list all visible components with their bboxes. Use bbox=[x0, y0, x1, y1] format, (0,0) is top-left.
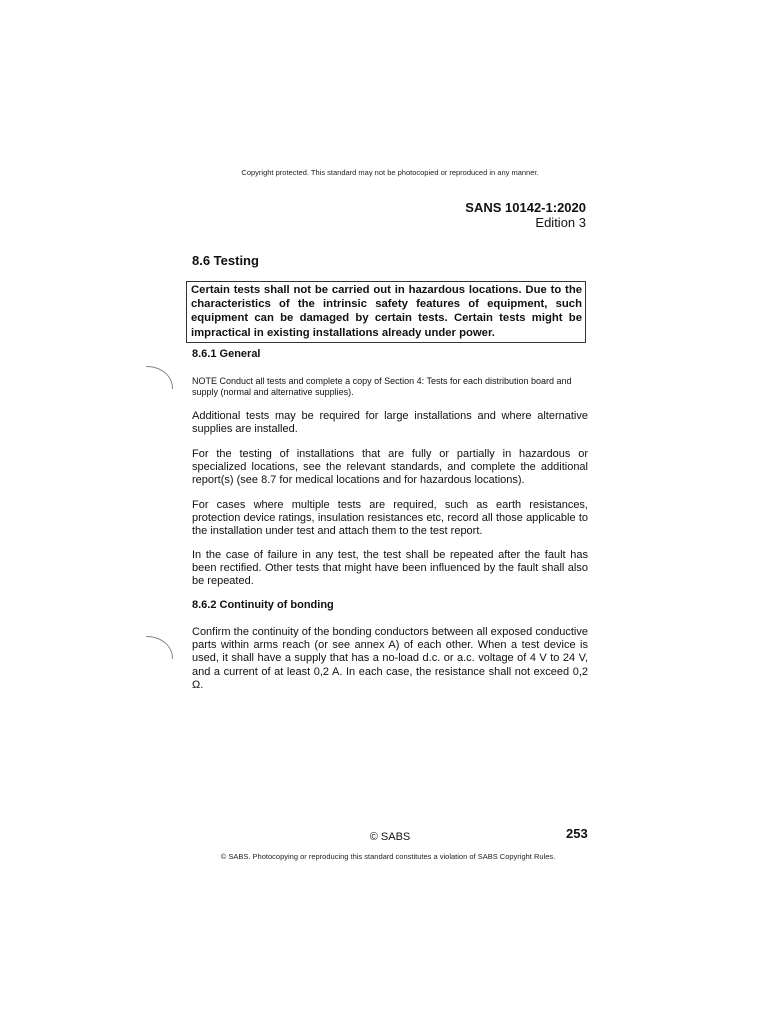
paragraph-hazardous-locations: For the testing of installations that are fully or partially in hazardous or specialized locations, see the relevant standards, and complete the additional report(s) (see 8.7 for medical locations and for hazardous locations). bbox=[192, 448, 588, 487]
paragraph-failure: In the case of failure in any test, the test shall be repeated after the fault has been rectified. Other tests that might have been influenced by the fault shall also be repeated. bbox=[192, 549, 588, 588]
footer-publisher: © SABS bbox=[369, 831, 411, 843]
note-text: NOTE Conduct all tests and complete a copy of Section 4: Tests for each distribution board and supply (normal and alternative supplies). bbox=[192, 376, 572, 397]
margin-mark bbox=[146, 366, 173, 389]
page-number: 253 bbox=[566, 826, 588, 841]
section-title: 8.6 Testing bbox=[192, 253, 259, 268]
margin-mark bbox=[146, 636, 173, 659]
subsection-title-bonding: 8.6.2 Continuity of bonding bbox=[192, 599, 334, 611]
subsection-title-general: 8.6.1 General bbox=[192, 348, 261, 360]
standard-header bbox=[465, 200, 586, 230]
paragraph-multiple-tests: For cases where multiple tests are required, such as earth resistances, protection device ratings, insulation resistances etc, record all those applicable to the installation under test and attach them to the test report. bbox=[192, 499, 588, 538]
paragraph-continuity-bonding: Confirm the continuity of the bonding conductors between all exposed conductive parts within arms reach (or see annex A) of each other. When a test device is used, it shall have a supply that has a no-load d.c. or a.c. voltage of 4 V to 24 V, and a current of at least 0,2 A. In each case, the resistance shall not exceed 0,2 Ω. bbox=[192, 626, 588, 691]
standard-edition: Edition 3 bbox=[535, 215, 586, 230]
copyright-notice-bottom: © SABS. Photocopying or reproducing this standard constitutes a violation of SABS Copyright Rules. bbox=[220, 852, 556, 861]
paragraph-additional-tests: Additional tests may be required for large installations and where alternative supplies are installed. bbox=[192, 410, 588, 436]
warning-box: Certain tests shall not be carried out in hazardous locations. Due to the characteristics of the intrinsic safety features of equipment, such equipment can be damaged by certain tests. Certain tests might be impractical in existing installations already under power. bbox=[186, 281, 586, 343]
standard-number: SANS 10142-1:2020 bbox=[465, 200, 586, 215]
copyright-notice-top: Copyright protected. This standard may not be photocopied or reproduced in any manner. bbox=[241, 168, 539, 177]
